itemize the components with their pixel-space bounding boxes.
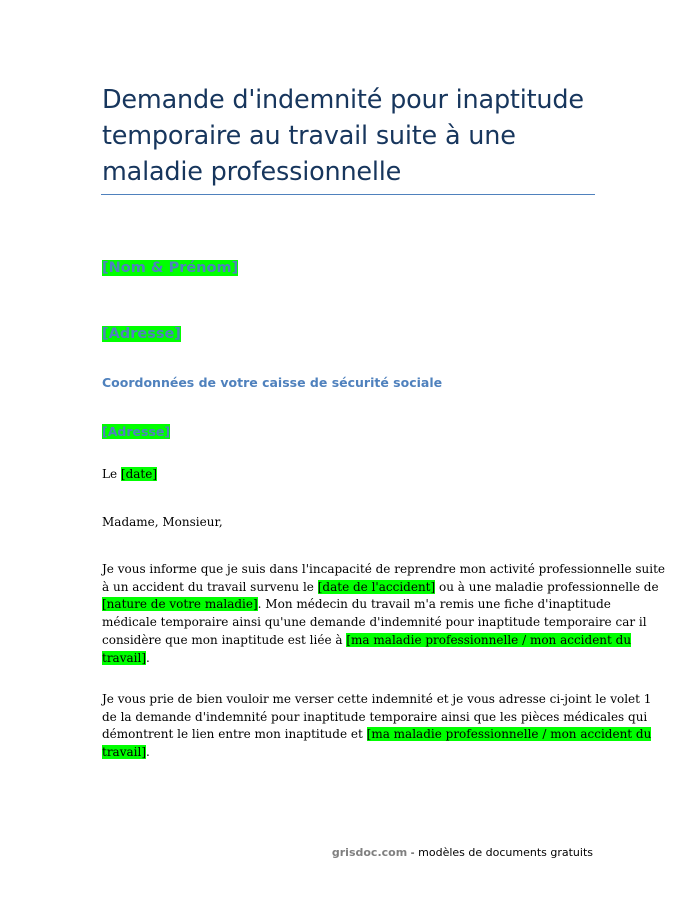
recipient-address-placeholder: [Adresse] (102, 424, 171, 439)
sender-name (102, 259, 238, 277)
sender-name-placeholder: [Nom & Prénom] (102, 260, 239, 276)
sender-address-placeholder: [Adresse] (102, 326, 181, 342)
p2-line-3-text: démontrent le lien entre mon inaptitude et (102, 727, 363, 742)
title-line-3: maladie professionnelle (102, 157, 402, 187)
accident-date-placeholder: [date de l'accident] (317, 579, 436, 594)
p1-line-6-text: . (146, 650, 150, 665)
page-footer (0, 846, 593, 859)
title-line-1: Demande d'indemnité pour inaptitude (102, 85, 584, 115)
date-line (102, 466, 602, 484)
p2-line-2: de la demande d'indemnité pour inaptitude temporaire ainsi que les pièces médicales qui (102, 709, 648, 724)
title-line-2: temporaire au travail suite à une (102, 121, 516, 151)
p1-line-1: Je vous informe que je suis dans l'incapacité de reprendre mon activité professionnelle suite (102, 562, 666, 576)
p2-line-4 (102, 744, 602, 762)
document-title (102, 82, 602, 190)
illness-or-accident-placeholder-2-start: [ma maladie professionnelle / mon accident du (366, 727, 652, 742)
salutation: Madame, Monsieur, (102, 515, 223, 529)
p1-line-3-text: . Mon médecin du travail m'a remis une fiche d'inaptitude (257, 597, 611, 612)
paragraph-1 (102, 561, 666, 667)
p2-line-1: Je vous prie de bien vouloir me verser cette indemnité et je vous adresse ci-joint le volet 1 (102, 692, 652, 706)
title-underline (101, 194, 595, 195)
illness-or-accident-placeholder-start: [ma maladie professionnelle / mon accident du (346, 632, 632, 647)
p1-line-2 (102, 579, 659, 597)
p1-line-5-text: considère que mon inaptitude est liée à (102, 632, 343, 647)
p1-line-5 (102, 632, 632, 650)
sender-address (102, 325, 181, 343)
p2-line-4-text: . (146, 745, 150, 760)
recipient-label: Coordonnées de votre caisse de sécurité sociale (102, 375, 443, 390)
p1-line-2-text-a: à un accident du travail survenu le (102, 579, 314, 594)
date-placeholder: [date] (120, 467, 158, 481)
p1-line-4: médicale temporaire ainsi qu'une demande d'indemnité pour inaptitude temporaire car il (102, 615, 647, 630)
p1-line-3 (102, 596, 611, 614)
p2-line-3 (102, 726, 652, 744)
p1-line-2-text-b: ou à une maladie professionnelle de (439, 579, 659, 594)
illness-or-accident-placeholder-2-end: travail] (102, 745, 147, 760)
illness-or-accident-placeholder-end: travail] (102, 650, 147, 665)
paragraph-2 (102, 691, 652, 762)
footer-tagline: - modèles de documents gratuits (410, 846, 593, 859)
p1-line-6 (102, 650, 602, 668)
date-prefix: Le (102, 467, 118, 481)
footer-brand-link[interactable]: grisdoc.com (331, 846, 408, 859)
recipient-address (102, 424, 170, 440)
illness-nature-placeholder: [nature de votre maladie] (102, 597, 258, 612)
